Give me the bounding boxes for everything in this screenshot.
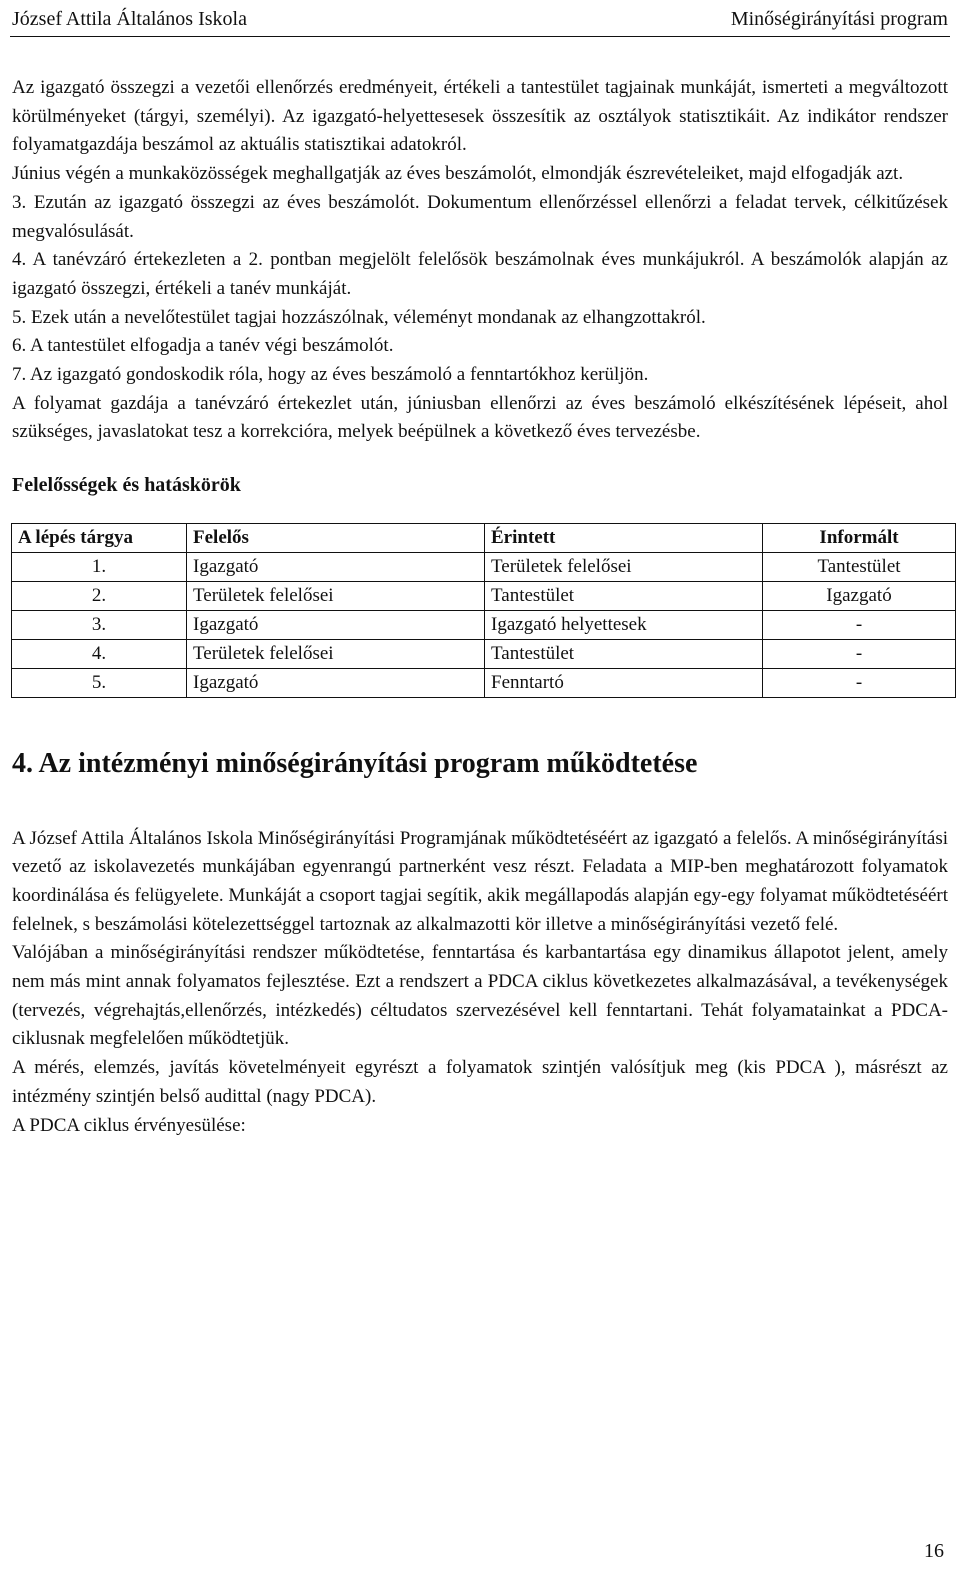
paragraph: Valójában a minőségirányítási rendszer működtetése, fenntartása és karbantartása egy dinamikus állapotot jelent, amely nem más mint annak folyamatos fejlesztése. Ezt a rendszert a PDCA ciklus következetes alkalmazásával, a tevékenységek (tervezés, végrehajtás,ellenőrzés, intézkedés) céltudatos szervezésével kell fenntartani. Tehát folyamatainkat a PDCA-ciklusnak megfelelően működtetjük. (12, 942, 948, 1050)
table-cell: Igazgató (187, 552, 485, 581)
responsibility-table (11, 523, 956, 698)
table-cell: 4. (12, 639, 187, 668)
paragraph: 7. Az igazgató gondoskodik róla, hogy az éves beszámoló a fenntartókhoz kerüljön. (12, 364, 649, 386)
table-cell: Tantestület (763, 552, 956, 581)
table-cell: Területek felelősei (485, 552, 763, 581)
paragraph: 3. Ezután az igazgató összegzi az éves beszámolót. Dokumentum ellenőrzéssel ellenőrzi a feladat tervek, célkitűzések megvalósulását. (12, 191, 948, 242)
table-cell: Tantestület (485, 581, 763, 610)
column-header: Felelős (187, 523, 485, 552)
paragraph: A folyamat gazdája a tanévzáró értekezlet után, júniusban ellenőrzi az éves beszámoló elkészítésének lépéseit, ahol szükséges, javaslatokat tesz a korrekcióra, melyek beépülnek a következő éves tervezésbe. (12, 392, 948, 443)
paragraph: A PDCA ciklus érvényesülése: (12, 1114, 246, 1136)
header-school-name: József Attila Általános Iskola (12, 7, 247, 30)
page-header (12, 4, 948, 34)
table-cell: 5. (12, 668, 187, 697)
table-cell: 1. (12, 552, 187, 581)
table-row (12, 581, 956, 610)
table-cell: - (763, 668, 956, 697)
table-cell: Igazgató (763, 581, 956, 610)
table-cell: Területek felelősei (187, 639, 485, 668)
table-cell: Igazgató helyettesek (485, 610, 763, 639)
table-cell: 2. (12, 581, 187, 610)
column-header: A lépés tárgya (12, 523, 187, 552)
table-cell: - (763, 639, 956, 668)
paragraph: A József Attila Általános Iskola Minőségirányítási Programjának működtetéséért az igazgató a felelős. A minőségirányítási vezető az iskolavezetés munkájában egyenrangú partnerként vesz részt. Feladata a MIP-ben meghatározott folyamatok koordinálása és felügyelete. Munkáját a csoport tagjai segítik, akik megállapodás alapján egy-egy folyamat működtetéséért felelnek, s beszámolási kötelezettséggel tartoznak az alkalmazotti kör illetve a minőségirányítási vezető felé. (12, 827, 948, 935)
table-cell: Igazgató (187, 610, 485, 639)
paragraph: Az igazgató összegzi a vezetői ellenőrzés eredményeit, értékeli a tantestület tagjainak munkáját, ismerteti a megváltozott körülményeket (tárgyi, személyi). Az igazgató-helyettesesek összesítik az osztályok statisztikáit. Az indikátor rendszer folyamatgazdája beszámol az aktuális statisztikai adatokról. (12, 77, 948, 156)
paragraph: A mérés, elemzés, javítás követelményeit egyrészt a folyamatok szintjén valósítjuk meg (kis PDCA ), másrészt az intézmény szintjén belső audittal (nagy PDCA). (12, 1057, 948, 1107)
table-row (12, 668, 956, 697)
paragraph: 5. Ezek után a nevelőtestület tagjai hozzászólnak, véleményt mondanak az elhangzottakról. (12, 306, 706, 328)
header-divider (10, 36, 950, 37)
table-row (12, 610, 956, 639)
paragraph: Június végén a munkaközösségek meghallgatják az éves beszámolót, elmondják észrevételeiket, majd elfogadják azt. (12, 163, 904, 185)
table-cell: Területek felelősei (187, 581, 485, 610)
page-number: 16 (924, 1540, 944, 1562)
table-row (12, 639, 956, 668)
table-header-row (12, 523, 956, 552)
table-cell: Tantestület (485, 639, 763, 668)
paragraph: 4. A tanévzáró értekezleten a 2. pontban megjelölt felelősök beszámolnak éves munkájukról. A beszámolók alapján az igazgató összegzi, értékeli a tanév munkáját. (12, 249, 948, 299)
column-header: Érintett (485, 523, 763, 552)
chapter-title: 4. Az intézményi minőségirányítási program működtetése (12, 747, 698, 779)
document-body (12, 74, 948, 1140)
section-heading: Felelősségek és hatáskörök (12, 474, 241, 497)
paragraph: 6. A tantestület elfogadja a tanév végi beszámolót. (12, 335, 394, 357)
header-program-name: Minőségirányítási program (730, 7, 948, 30)
table-cell: 3. (12, 610, 187, 639)
column-header: Informált (763, 523, 956, 552)
table-cell: - (763, 610, 956, 639)
table-cell: Fenntartó (485, 668, 763, 697)
table-cell: Igazgató (187, 668, 485, 697)
table-row (12, 552, 956, 581)
